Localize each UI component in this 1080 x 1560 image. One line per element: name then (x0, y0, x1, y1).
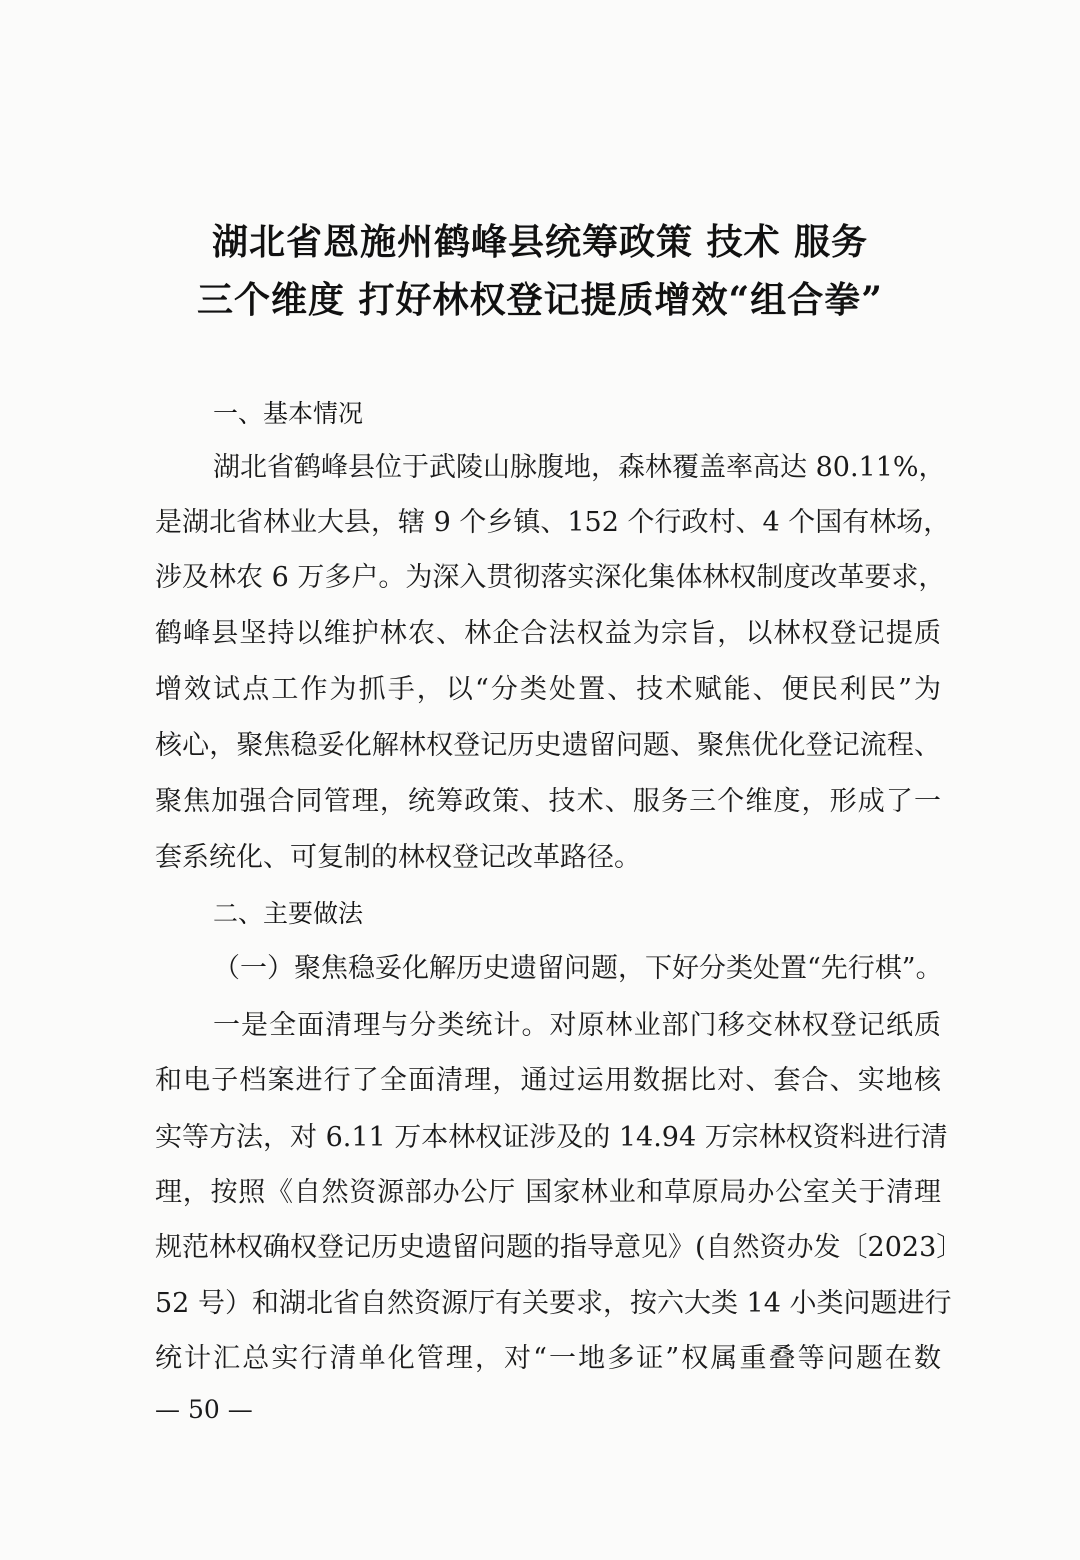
subsection-heading: （一）聚焦稳妥化解历史遗留问题，下好分类处置“先行棋”。 (213, 953, 943, 984)
paragraph-line: 实等方法，对 6.11 万本林权证涉及的 14.94 万宗林权资料进行清 (155, 1122, 948, 1153)
paragraph-line: 是湖北省林业大县，辖 9 个乡镇、152 个行政村、4 个国有林场， (155, 507, 951, 538)
paragraph-line: 理，按照《自然资源部办公厅 国家林业和草原局办公室关于清理 (155, 1177, 941, 1208)
page-number: — 50 — (155, 1395, 253, 1424)
paragraph-line: 聚焦加强合同管理，统筹政策、技术、服务三个维度，形成了一 (155, 786, 941, 817)
document-title-line-1: 湖北省恩施州鹤峰县统筹政策 技术 服务 (211, 221, 869, 263)
paragraph-line: 规范林权确权登记历史遗留问题的指导意见》(自然资办发〔2023〕 (155, 1232, 964, 1263)
paragraph-line: 统计汇总实行清单化管理，对“一地多证”权属重叠等问题在数 (155, 1343, 941, 1374)
paragraph-line: 增效试点工作为抓手，以“分类处置、技术赋能、便民利民”为 (155, 674, 941, 705)
section-2-heading: 二、主要做法 (213, 899, 364, 928)
paragraph-line: 52 号）和湖北省自然资源厅有关要求，按六大类 14 小类问题进行 (155, 1288, 952, 1319)
paragraph-line: 套系统化、可复制的林权登记改革路径。 (155, 842, 641, 873)
paragraph-line: 一是全面清理与分类统计。对原林业部门移交林权登记纸质 (213, 1010, 941, 1041)
paragraph-line: 和电子档案进行了全面清理，通过运用数据比对、套合、实地核 (155, 1065, 941, 1096)
document-title-line-2: 三个维度 打好林权登记提质增效“组合拳” (197, 279, 883, 321)
paragraph-line: 涉及林农 6 万多户。为深入贯彻落实深化集体林权制度改革要求， (155, 562, 946, 593)
paragraph-line: 核心，聚焦稳妥化解林权登记历史遗留问题、聚焦优化登记流程、 (155, 730, 941, 761)
section-1-heading: 一、基本情况 (213, 399, 364, 428)
paragraph-line: 湖北省鹤峰县位于武陵山脉腹地，森林覆盖率高达 80.11%， (213, 452, 946, 483)
paragraph-line: 鹤峰县坚持以维护林农、林企合法权益为宗旨，以林权登记提质 (155, 618, 941, 649)
